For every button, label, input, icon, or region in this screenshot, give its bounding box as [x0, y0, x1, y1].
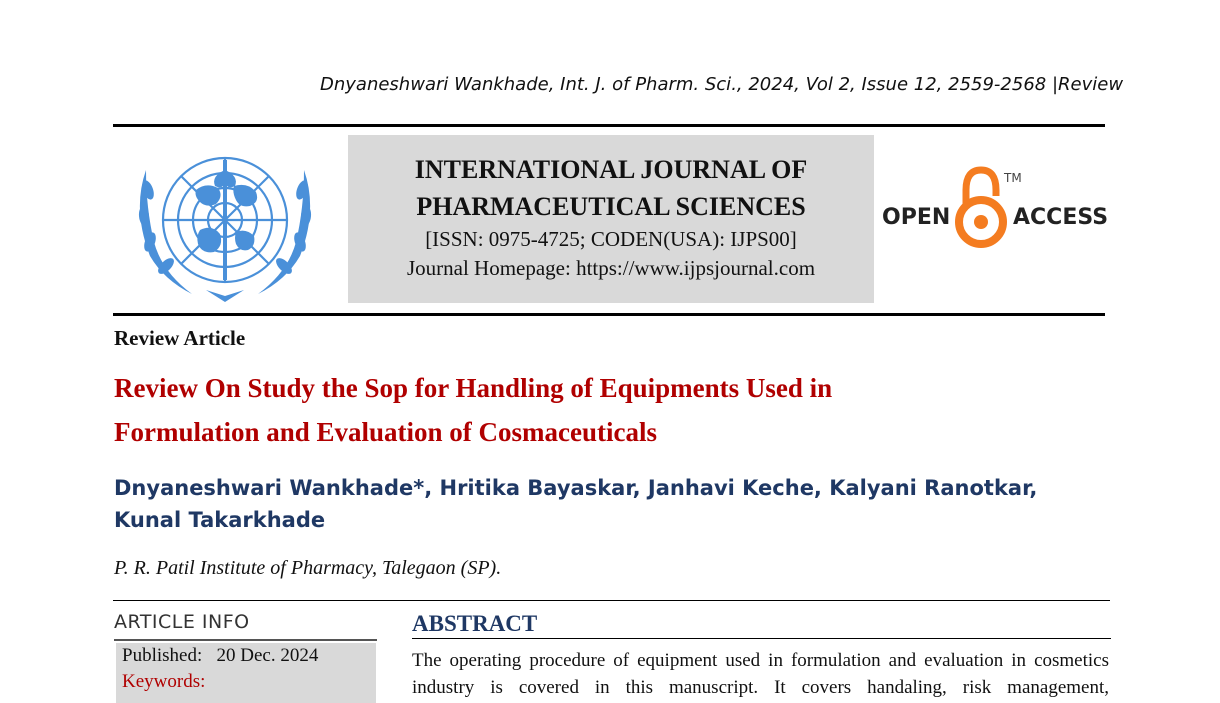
abstract-heading: ABSTRACT: [412, 611, 538, 636]
journal-banner: [348, 135, 874, 303]
journal-name: [348, 151, 874, 225]
published-line: [122, 645, 318, 667]
article-title-line1: Review On Study the Sop for Handling of Equipments Used in: [114, 373, 833, 403]
open-access-right-word: ACCESS: [1013, 205, 1109, 230]
open-access-tm: TM: [1004, 171, 1022, 185]
authors-line2: Kunal Takarkhade: [114, 508, 326, 532]
journal-homepage: Journal Homepage: https://www.ijpsjournal.com: [406, 256, 816, 280]
abstract-text: [412, 647, 1109, 701]
globe-laurel-icon: [126, 140, 324, 306]
journal-name-line1: INTERNATIONAL JOURNAL OF: [414, 155, 808, 184]
article-title-line2: Formulation and Evaluation of Cosmaceuticals: [114, 417, 658, 447]
header-bottom-rule: [113, 313, 1105, 316]
running-head: Dnyaneshwari Wankhade, Int. J. of Pharm. Sci., 2024, Vol 2, Issue 12, 2559-2568 |Review: [320, 74, 1124, 95]
journal-name-line2: PHARMACEUTICAL SCIENCES: [416, 192, 806, 221]
journal-issn: [ISSN: 0975-4725; CODEN(USA): IJPS00]: [425, 227, 797, 251]
un-emblem-logo: [126, 140, 324, 306]
open-access-lock-icon: [880, 164, 1110, 254]
abstract-rule: [412, 638, 1111, 639]
open-access-logo: [880, 164, 1110, 254]
article-type: Review Article: [114, 326, 246, 350]
published-label: Published:: [122, 645, 203, 666]
author-list: [114, 472, 1114, 536]
header-top-rule: [113, 124, 1105, 127]
keywords-label: Keywords:: [122, 671, 206, 692]
article-title: [114, 366, 1114, 454]
article-info-heading: ARTICLE INFO: [114, 611, 250, 633]
affiliation: P. R. Patil Institute of Pharmacy, Talegaon (SP).: [114, 557, 502, 579]
authors-line1: Dnyaneshwari Wankhade*, Hritika Bayaskar, Janhavi Keche, Kalyani Ranotkar,: [114, 476, 1038, 500]
open-access-left-word: OPEN: [882, 205, 951, 230]
abstract-line1: The operating procedure of equipment used in formulation and evaluation in cosmetics: [412, 650, 1109, 671]
published-date: 20 Dec. 2024: [216, 645, 319, 666]
section-divider: [113, 600, 1110, 601]
article-info-rule: [114, 639, 377, 641]
abstract-line2: industry is covered in this manuscript. It covers handaling, risk management,: [412, 677, 1109, 698]
